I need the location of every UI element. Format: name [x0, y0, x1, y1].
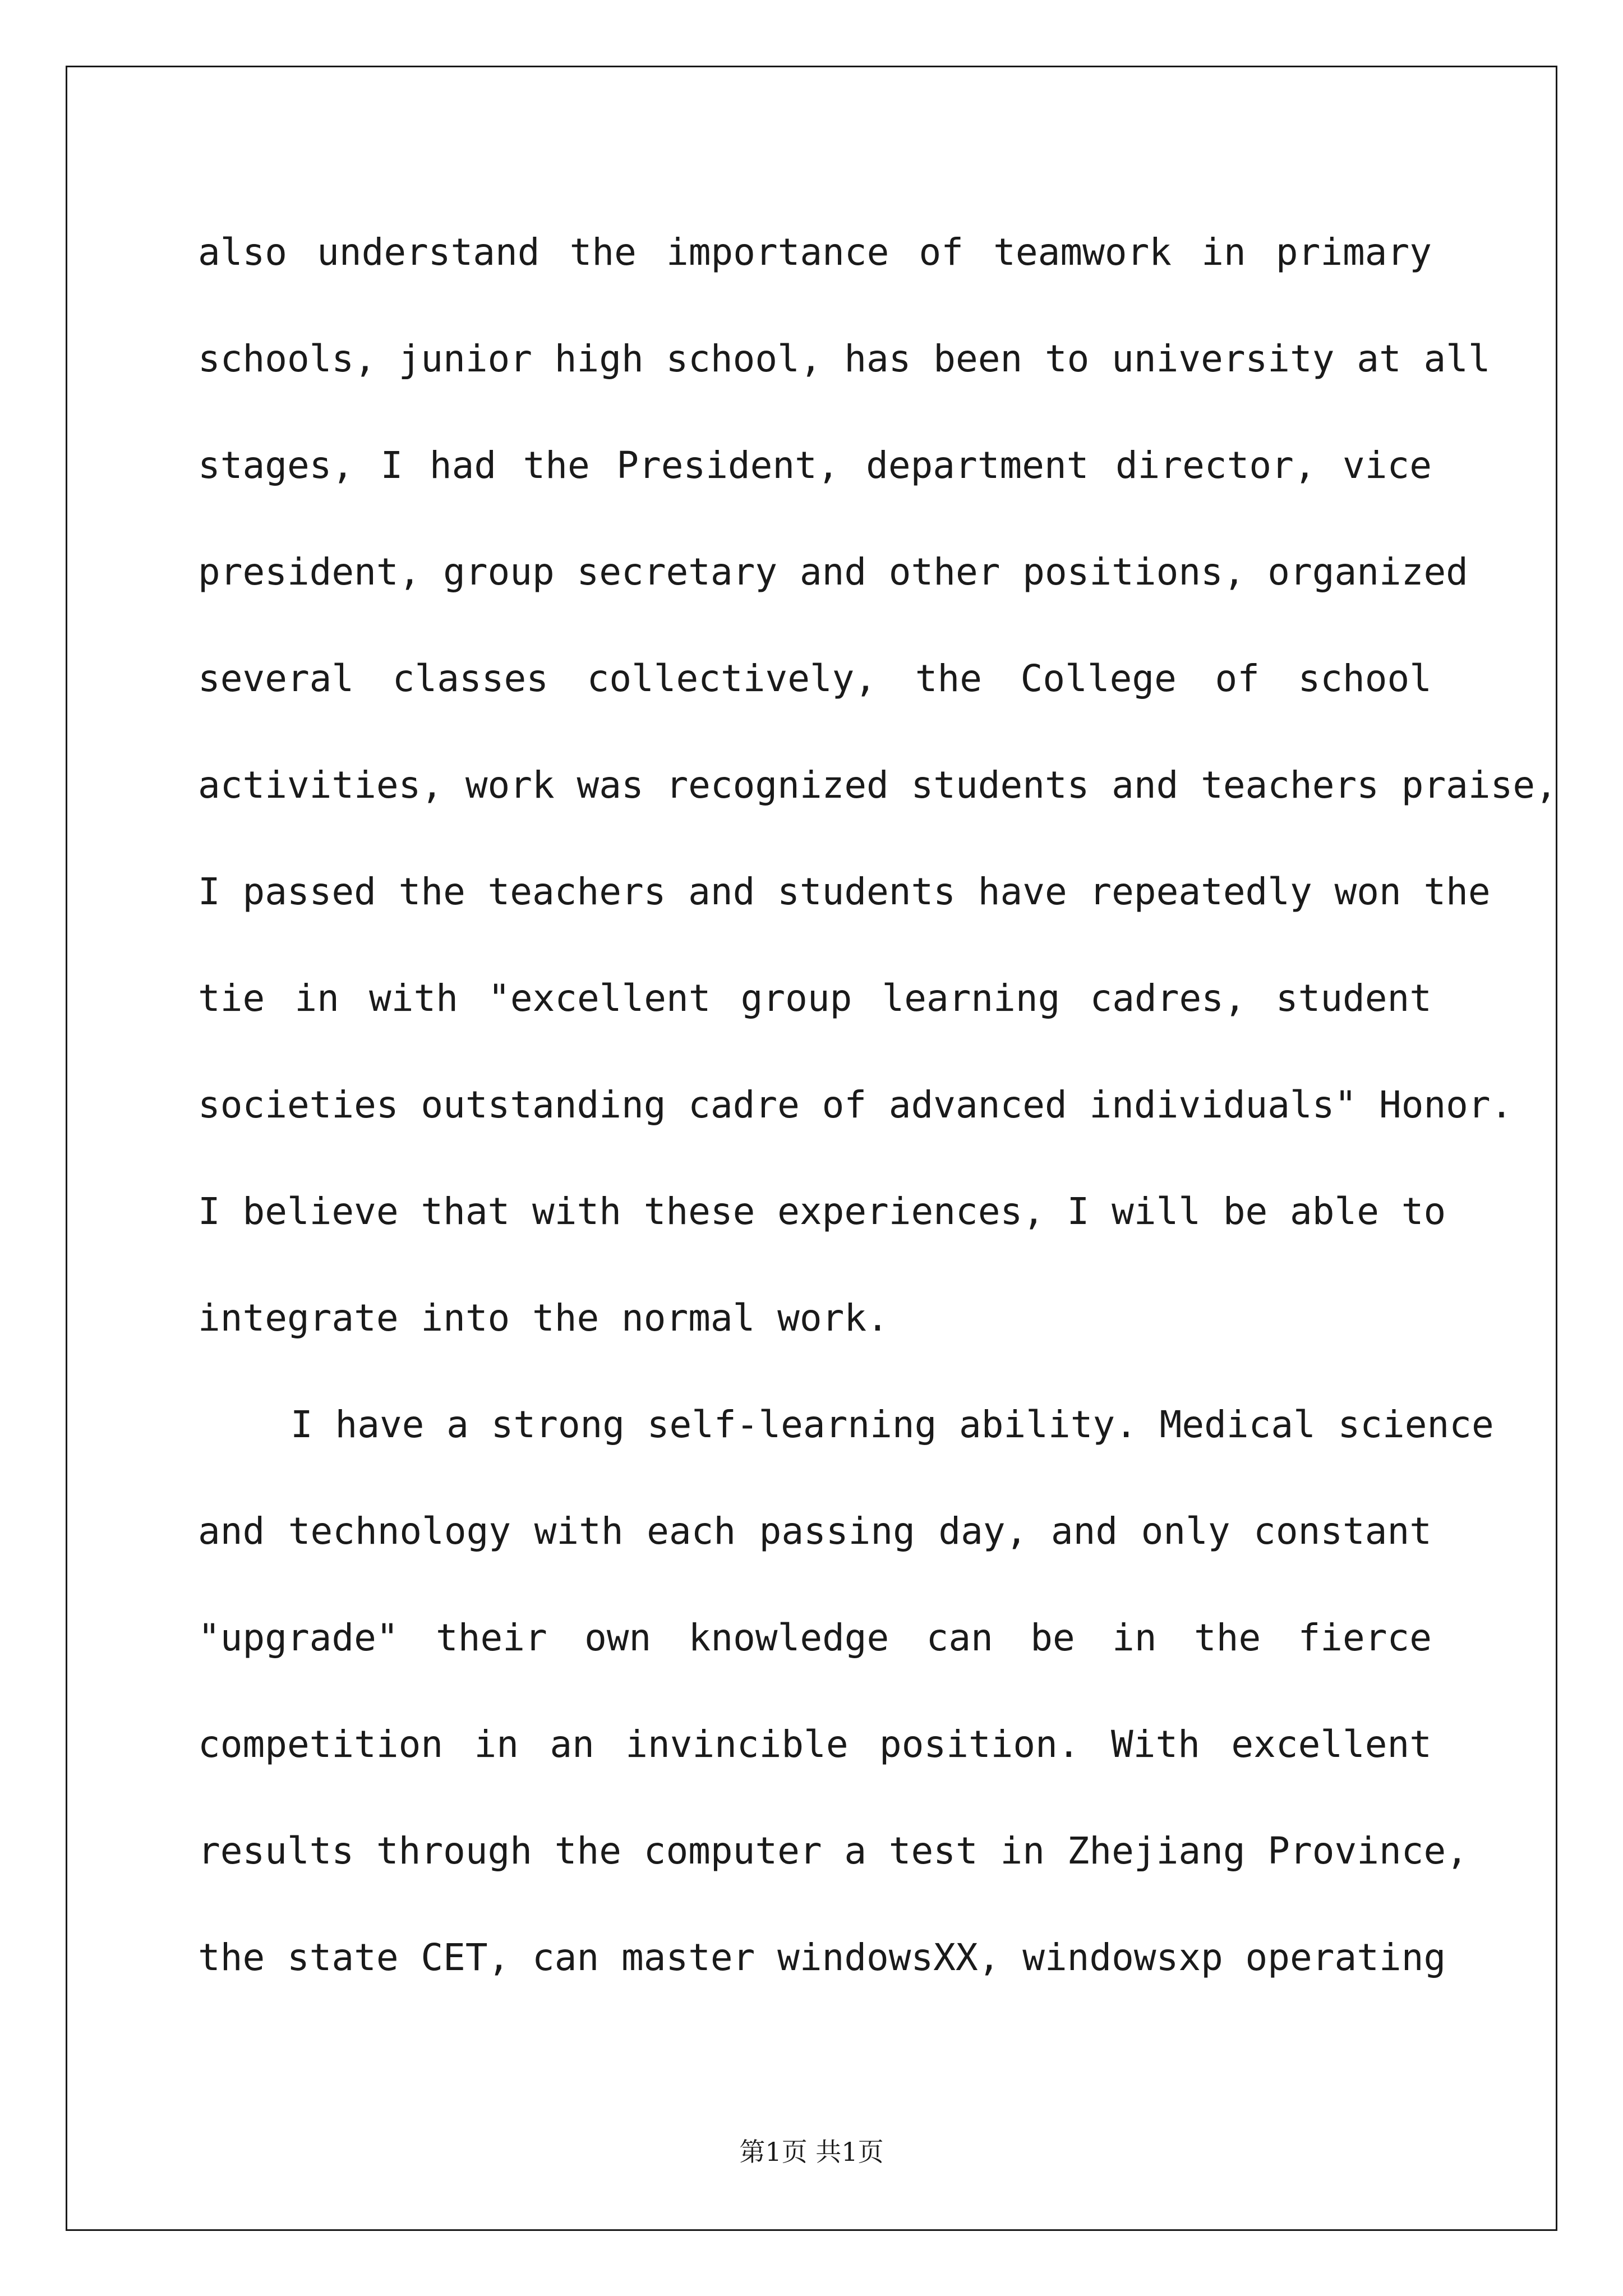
text-line: also understand the importance of teamwork in primary: [198, 231, 1432, 274]
text-line: I have a strong self-learning ability. Medical science: [291, 1403, 1494, 1446]
text-line: results through the computer a test in Zhejiang Province,: [198, 1829, 1468, 1872]
text-line: competition in an invincible position. With excellent: [198, 1723, 1432, 1766]
text-line: integrate into the normal work.: [198, 1296, 889, 1340]
text-line: schools, junior high school, has been to university at all: [198, 337, 1491, 380]
paragraph: [198, 1391, 1494, 2031]
text-line: stages, I had the President, department director, vice: [198, 444, 1432, 487]
paragraph: [198, 219, 1557, 1391]
text-line: president, group secretary and other positions, organized: [198, 550, 1468, 593]
text-line: "upgrade" their own knowledge can be in the fierce: [198, 1616, 1432, 1659]
text-line: several classes collectively, the College of school: [198, 657, 1432, 700]
text-line: I believe that with these experiences, I will be able to: [198, 1190, 1446, 1233]
document-body: [198, 219, 1557, 2031]
text-line: societies outstanding cadre of advanced individuals" Honor.: [198, 1083, 1513, 1126]
text-line: and technology with each passing day, and only constant: [198, 1510, 1432, 1553]
text-line: activities, work was recognized students and teachers praise,: [198, 763, 1557, 807]
text-line: I passed the teachers and students have repeatedly won the: [198, 870, 1491, 913]
text-line: tie in with "excellent group learning cadres, student: [198, 977, 1432, 1020]
page-footer: 第1页 共1页: [739, 2137, 884, 2167]
text-line: the state CET, can master windowsXX, windowsxp operating: [198, 1936, 1446, 1979]
